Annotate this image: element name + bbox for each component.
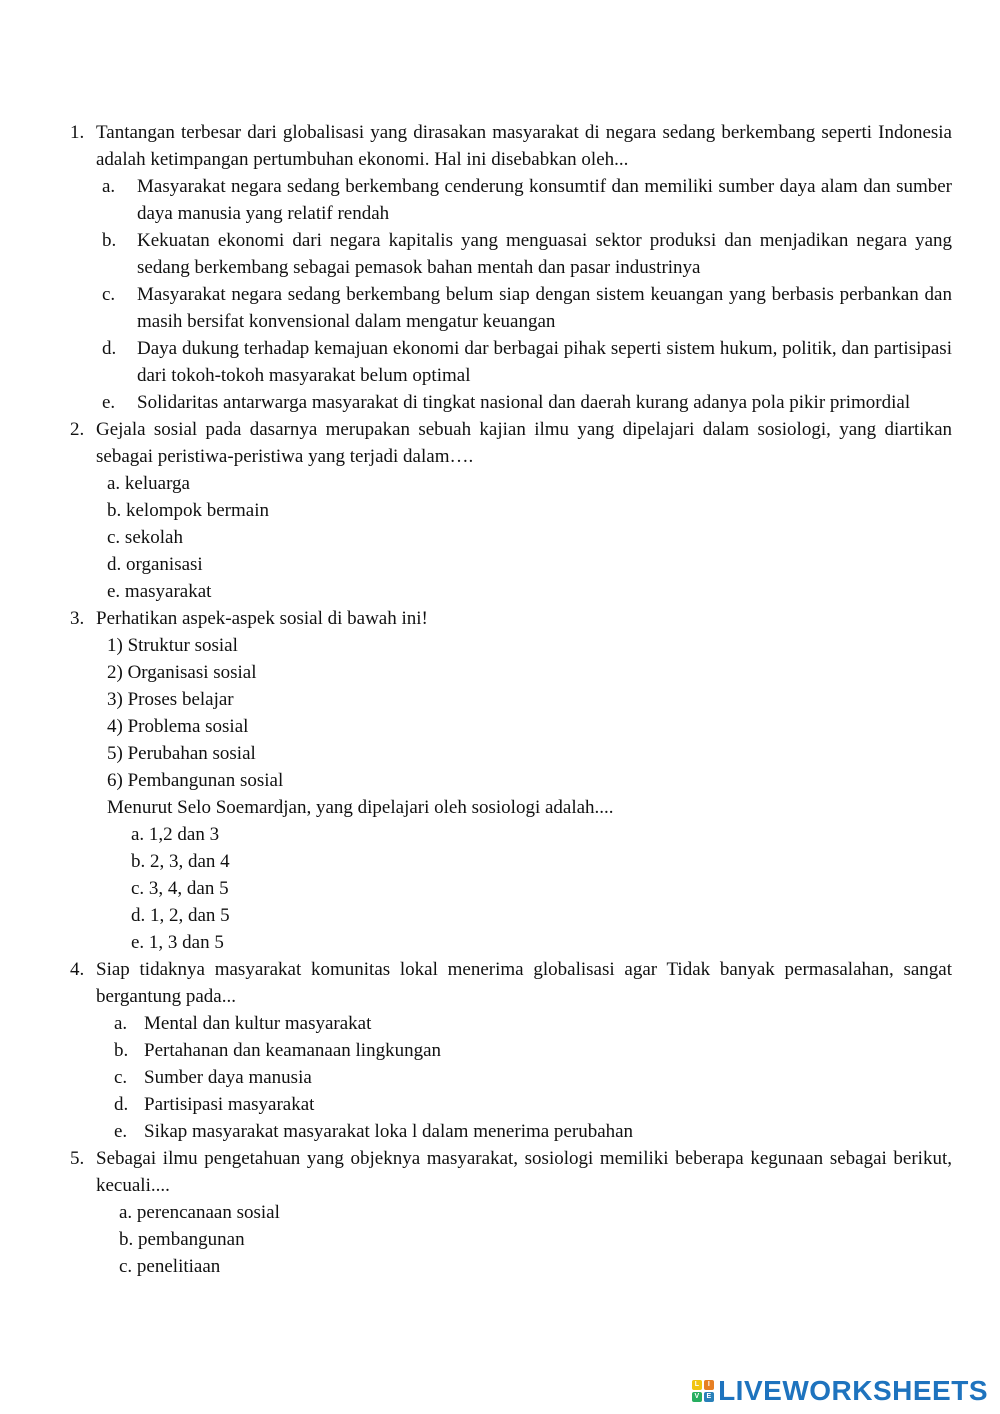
option-label: a. [102,176,116,197]
option-e[interactable]: e. masyarakat [107,581,212,602]
question-5 [70,1145,952,1280]
brand-name: LIVEWORKSHEETS [718,1375,988,1406]
question-number: 5. [70,1148,85,1169]
list-item: 5) Perubahan sosial [107,743,256,764]
option-label: c. [102,284,116,305]
option-label: c. [114,1067,128,1088]
question-number: 4. [70,959,85,980]
question-3 [70,605,952,956]
option-text: Pertahanan dan keamanaan lingkungan [144,1040,442,1061]
option-d[interactable] [102,335,952,389]
option-text: Partisipasi masyarakat [144,1094,315,1115]
option-d[interactable] [114,1091,952,1118]
question-prompt: Menurut Selo Soemardjan, yang dipelajari oleh sosiologi adalah.... [107,797,614,818]
option-text: Sumber daya manusia [144,1067,312,1088]
option-text: Solidaritas antarwarga masyarakat di tingkat nasional dan daerah kurang adanya pola pikir primordial [137,392,911,413]
option-c[interactable] [102,281,952,335]
option-text: Masyarakat negara sedang berkembang belum siap dengan sistem keuangan yang berbasis perbankan dan masih bersifat konvensional dalam mengatur keuangan [137,284,952,332]
option-a[interactable]: a. keluarga [107,473,190,494]
list-item: 1) Struktur sosial [107,635,238,656]
option-text: Kekuatan ekonomi dari negara kapitalis yang menguasai sektor produksi dan menjadikan negara yang sedang berkembang sebagai pemasok bahan mentah dan pasar industrinya [137,230,952,278]
option-b[interactable]: b. 2, 3, dan 4 [131,851,230,872]
option-b[interactable] [102,227,952,281]
logo-letter: I [704,1380,714,1390]
list-item: 3) Proses belajar [107,689,234,710]
question-stem: Sebagai ilmu pengetahuan yang objeknya masyarakat, sosiologi memiliki beberapa kegunaan sebagai berikut, kecuali.... [96,1148,952,1196]
option-c[interactable]: c. sekolah [107,527,183,548]
option-e[interactable] [114,1118,952,1145]
option-a[interactable]: a. perencanaan sosial [119,1202,280,1223]
list-item: 6) Pembangunan sosial [107,770,284,791]
option-b[interactable]: b. pembangunan [119,1229,245,1250]
option-text: Daya dukung terhadap kemajuan ekonomi dar berbagai pihak seperti sistem hukum, politik, dan partisipasi dari tokoh-tokoh masyarakat belum optimal [137,338,952,386]
option-b[interactable]: b. kelompok bermain [107,500,269,521]
option-label: e. [114,1121,128,1142]
option-text: Masyarakat negara sedang berkembang cenderung konsumtif dan memiliki sumber daya alam dan sumber daya manusia yang relatif rendah [137,176,952,224]
question-2 [70,416,952,605]
question-stem: Siap tidaknya masyarakat komunitas lokal menerima globalisasi agar Tidak banyak permasalahan, sangat bergantung pada... [96,959,952,1007]
question-number: 2. [70,419,85,440]
liveworksheets-logo-icon [692,1380,714,1402]
option-e[interactable] [102,389,952,416]
question-number: 1. [70,122,85,143]
option-label: d. [102,338,117,359]
option-c[interactable]: c. 3, 4, dan 5 [131,878,229,899]
option-text: Mental dan kultur masyarakat [144,1013,372,1034]
option-text: Sikap masyarakat masyarakat loka l dalam menerima perubahan [144,1121,634,1142]
option-label: e. [102,392,116,413]
question-1 [70,119,952,416]
list-item: 4) Problema sosial [107,716,249,737]
worksheet [70,119,952,1280]
option-a[interactable] [114,1010,952,1037]
question-number: 3. [70,608,85,629]
option-b[interactable] [114,1037,952,1064]
logo-letter: E [704,1392,714,1402]
option-label: a. [114,1013,128,1034]
question-stem: Tantangan terbesar dari globalisasi yang dirasakan masyarakat di negara sedang berkembang seperti Indonesia adalah ketimpangan pertumbuhan ekonomi. Hal ini disebabkan oleh... [96,122,952,170]
option-a[interactable]: a. 1,2 dan 3 [131,824,220,845]
question-stem: Gejala sosial pada dasarnya merupakan sebuah kajian ilmu yang dipelajari dalam sosiologi, yang diartikan sebagai peristiwa-peristiwa yang terjadi dalam…. [96,419,952,467]
option-label: b. [114,1040,129,1061]
option-label: d. [114,1094,129,1115]
option-c[interactable]: c. penelitiaan [119,1256,221,1277]
logo-letter: V [692,1392,702,1402]
logo-letter: L [692,1380,702,1390]
option-d[interactable]: d. organisasi [107,554,203,575]
option-d[interactable]: d. 1, 2, dan 5 [131,905,230,926]
list-item: 2) Organisasi sosial [107,662,257,683]
option-label: b. [102,230,117,251]
option-c[interactable] [114,1064,952,1091]
question-stem: Perhatikan aspek-aspek sosial di bawah ini! [96,608,428,629]
option-a[interactable] [102,173,952,227]
option-e[interactable]: e. 1, 3 dan 5 [131,932,224,953]
question-4 [70,956,952,1145]
liveworksheets-logo[interactable] [692,1377,988,1404]
